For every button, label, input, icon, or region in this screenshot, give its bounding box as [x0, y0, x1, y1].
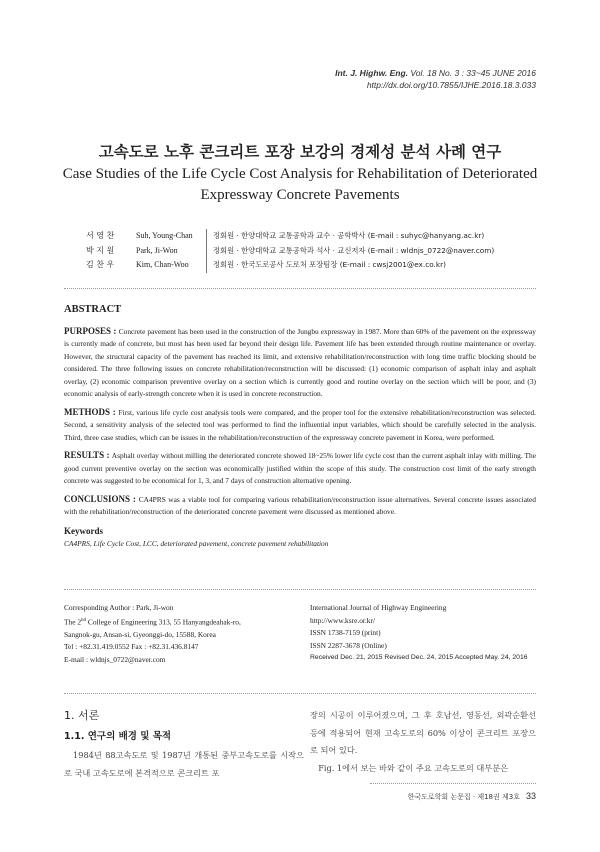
author-name-kr: 김 찬 우	[86, 260, 115, 269]
divider	[64, 288, 536, 289]
journal-reference	[335, 67, 536, 91]
divider	[64, 589, 536, 590]
footer-divider	[370, 783, 536, 784]
purposes-paragraph	[64, 325, 536, 401]
address-part: College of Engineering 313, 55 Hanyangdeahak-ro,	[86, 617, 241, 627]
results-text: Asphalt overlay without milling the deteriorated concrete showed 18~25% lower life cycle cost than the current asphalt inlay with milling. The good current preventive overlay on the section was economically justified within the scope of this study. The construction cost limit of the early strength concrete was suggested to be economical for 1, 3, and 7 days of construction alternative opening.	[64, 451, 536, 485]
author-name-kr: 박 지 원	[86, 245, 115, 255]
corresponding-author: Corresponding Author : Park, Ji-won	[64, 603, 174, 612]
methods-text: First, various life cycle cost analysis tools were compared, and the proper tool for the extensive rehabilitation/reconstruction was selected. Second, a sensitivity analysis of the selected tool was performed to find the influential input variables, which should be carefully selected in the analysis. Third, three case studies, which can be issues in the rehabilitation/reconstruction of the expressway concrete pavement in Korea, were performed.	[64, 407, 537, 442]
purposes-label: PURPOSES :	[64, 325, 119, 336]
corresponding-address-line: Sangnok-gu, Ansan-si, Gyeonggi-do, 15588, Korea	[64, 629, 216, 639]
author-name-kr: 서 영 찬	[86, 231, 115, 240]
keywords-list: CA4PRS, Life Cycle Cost, LCC, deteriorated pavement, concrete pavement rehabilitation	[64, 539, 329, 548]
title-english: Case Studies of the Life Cycle Cost Analysis for Rehabilitation of Deteriorated Expressway Concrete Pavements	[62, 166, 538, 203]
author-affiliation: 정회원 · 한양대학교 교통공학과 석사 · 교신저자 (E-mail : wldnjs_0722@naver.com)	[206, 244, 494, 259]
results-paragraph	[64, 449, 536, 488]
section-heading: 1. 서론	[64, 709, 100, 722]
journal-fullname: International Journal of Highway Engineering	[310, 603, 447, 612]
journal-info-block	[310, 602, 528, 665]
subsection-heading: 1.1. 연구의 배경 및 목적	[64, 731, 172, 742]
methods-label: METHODS :	[64, 406, 119, 417]
body-paragraph: Fig. 1에서 보는 바와 같이 주요 고속도로의 대부분은	[310, 762, 509, 773]
journal-volume: Vol. 18 No. 3 : 33~45 JUNE 2016	[408, 68, 536, 78]
abstract-heading: ABSTRACT	[64, 304, 122, 315]
page-footer	[408, 791, 536, 802]
issn-print: ISSN 1738-7159 (print)	[310, 628, 381, 638]
conclusions-text: CA4PRS was a viable tool for comparing various rehabilitation/reconstruction issue alternatives. Several concrete issues associated with the rehabilitation/reconstruction of the deteriorated concrete pavement were discussed as mentioned above.	[64, 494, 537, 516]
corresponding-address-line	[64, 615, 241, 629]
author-affiliation: 정회원 · 한양대학교 교통공학과 교수 · 공학박사 (E-mail : suhyc@hanyang.ac.kr)	[206, 229, 484, 244]
author-row	[86, 258, 494, 273]
author-name-en: Suh, Young-Chan	[136, 231, 193, 240]
body-right-column	[310, 707, 536, 777]
journal-url[interactable]: http://www.ksre.or.kr/	[310, 615, 376, 625]
methods-paragraph	[64, 406, 536, 445]
page-number: 33	[525, 791, 536, 801]
corresponding-phone: Tel : +82.31.419.0552 Fax : +82.31.436.8147	[64, 642, 199, 652]
abstract-block	[64, 304, 536, 551]
issn-online: ISSN 2287-3678 (Online)	[310, 640, 387, 650]
author-row	[86, 229, 494, 244]
author-list	[86, 229, 494, 273]
divider	[64, 693, 536, 694]
corresponding-author-block	[64, 602, 241, 666]
keywords-heading: Keywords	[64, 525, 103, 536]
results-label: RESULTS :	[64, 450, 112, 460]
conclusions-paragraph	[64, 493, 536, 519]
author-row	[86, 244, 494, 259]
corresponding-email[interactable]: E-mail : wldnjs_0722@naver.com	[64, 654, 166, 664]
conclusions-label: CONCLUSIONS :	[64, 493, 139, 504]
body-paragraph: 장의 시공이 이루어졌으며, 그 후 호남선, 영동선, 외곽순환선 등에 적용되어 현재 고속도로의 60% 이상이 콘크리트 포장으로 되어 있다.	[310, 710, 536, 755]
author-name-en: Park, Ji-Won	[136, 245, 178, 255]
address-sup: nd	[81, 617, 87, 623]
received-dates: Received Dec. 21, 2015 Revised Dec. 24, 2015 Accepted May. 24, 2016	[310, 654, 528, 662]
address-part: The 2	[64, 617, 82, 627]
body-left-column	[64, 707, 304, 782]
author-affiliation: 정회원 · 한국도로공사 도로처 포장팀장 (E-mail : cwsj2001@ex.co.kr)	[206, 258, 446, 273]
purposes-text: Concrete pavement has been used in the construction of the Jungbu expressway in 1987. More than 60% of the pavement on the expressway is currently made of concrete, but most has been used far beyond their design life. Pavement life has been extended through routine maintenance or overlay. However, the structural capacity of the pavement has reached its limit, and extensive rehabilitation/reconstruction with long time traffic blocking should be considered. The three following issues on concrete rehabilitation/reconstruction will be discussed: (1) economic comparison of asphalt inlay and asphalt overlay, (2) economic comparison preventive overlay on a section which is currently good and routine overlay on the section which will be poor, and (3) economic analysis of early-strength concrete when it is used in concrete reconstruction.	[64, 326, 536, 398]
body-paragraph: 1984년 88고속도로 및 1987년 개통된 중부고속도로를 시작으로 국내 고속도로에 본격적으로 콘크리트 포	[64, 750, 304, 778]
title-korean: 고속도로 노후 콘크리트 포장 보강의 경제성 분석 사례 연구	[98, 143, 502, 161]
author-name-en: Kim, Chan-Woo	[136, 260, 189, 269]
footer-text: 한국도로학회 논문집 · 제18권 제3호	[407, 793, 520, 801]
journal-doi[interactable]: http://dx.doi.org/10.7855/IJHE.2016.18.3.033	[366, 80, 536, 90]
journal-name: Int. J. Highw. Eng.	[335, 68, 409, 78]
